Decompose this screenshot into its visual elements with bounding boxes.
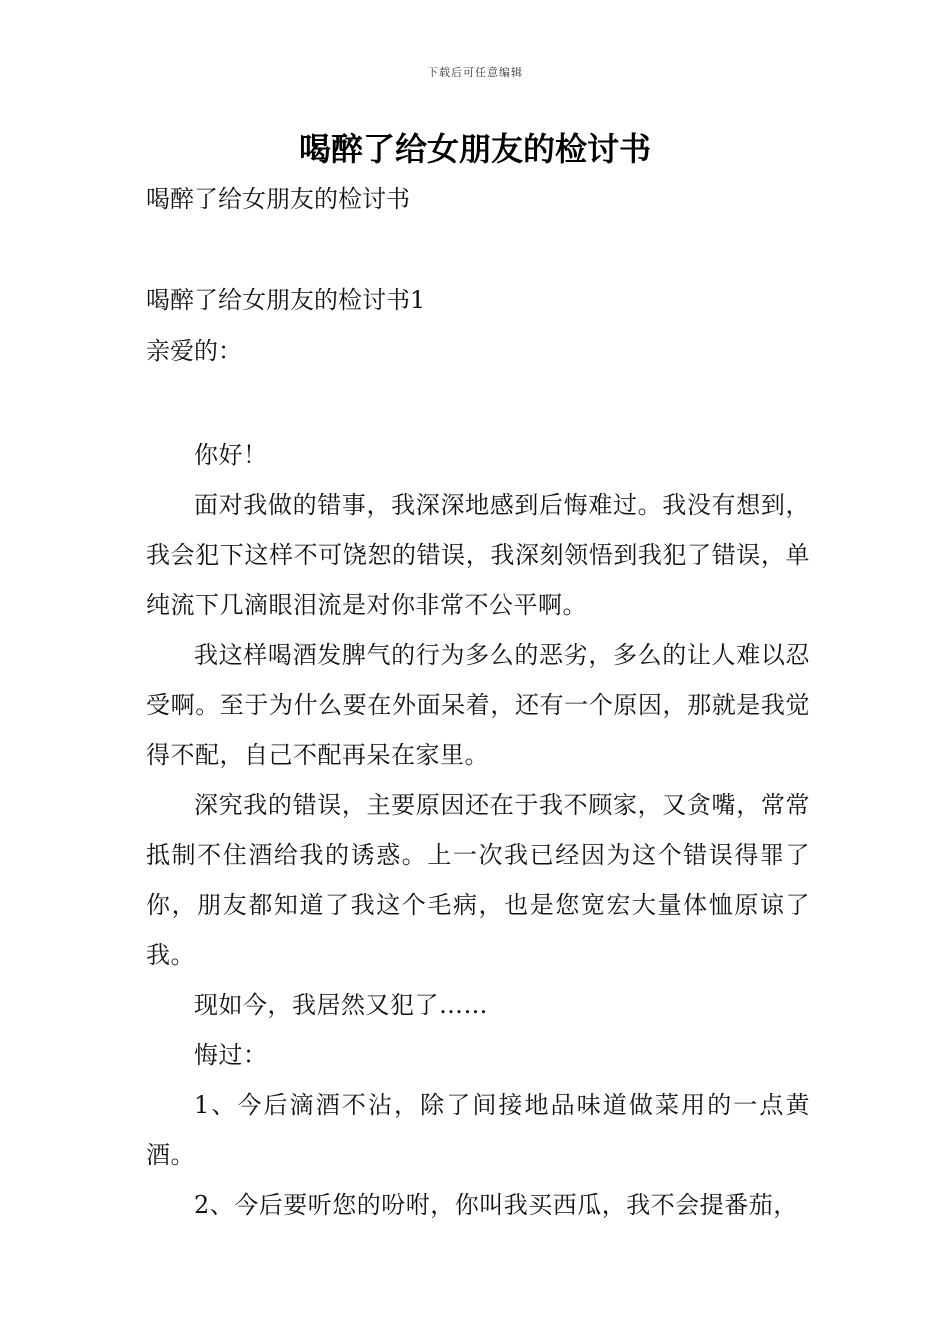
paragraph: 现如今，我居然又犯了…… — [194, 991, 488, 1019]
list-item: 1、今后滴酒不沾，除了间接地品味道做菜用的一点黄酒。 — [146, 1091, 810, 1169]
list-item: 2、今后要听您的吩咐，你叫我买西瓜，我不会提番茄， — [194, 1191, 798, 1219]
letter-body — [146, 430, 810, 1230]
salutation: 亲爱的： — [146, 337, 242, 365]
paragraph: 深究我的错误，主要原因还在于我不顾家，又贪嘴，常常抵制不住酒给我的诱惑。上一次我已经因为这个错误得罪了你，朋友都知道了我这个毛病，也是您宽宏大量体恤原谅了我。 — [146, 791, 810, 969]
section-heading: 喝醉了给女朋友的检讨书1 — [146, 286, 426, 314]
document-title: 喝醉了给女朋友的检讨书 — [298, 130, 651, 168]
paragraph-greeting: 你好！ — [194, 441, 268, 469]
paragraph: 面对我做的错事，我深深地感到后悔难过。我没有想到，我会犯下这样不可饶恕的错误，我深刻领悟到我犯了错误，单纯流下几滴眼泪流是对你非常不公平啊。 — [146, 491, 810, 619]
paragraph-repentance-heading: 悔过： — [194, 1041, 268, 1069]
header-note: 下载后可任意编辑 — [427, 66, 523, 79]
document-subtitle: 喝醉了给女朋友的检讨书 — [146, 185, 410, 213]
paragraph: 我这样喝酒发脾气的行为多么的恶劣，多么的让人难以忍受啊。至于为什么要在外面呆着，还有一个原因，那就是我觉得不配，自己不配再呆在家里。 — [146, 641, 810, 769]
